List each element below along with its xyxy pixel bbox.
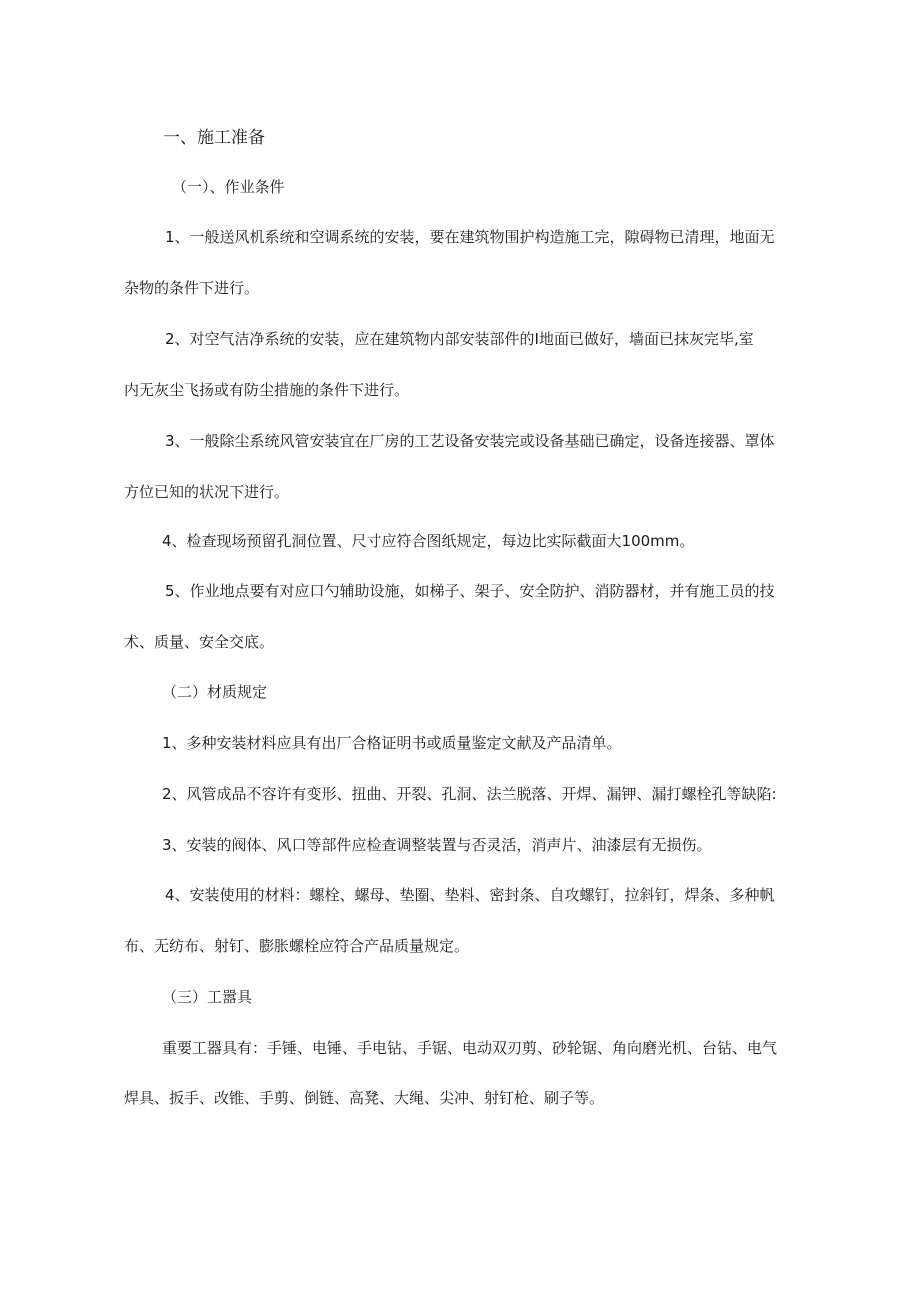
paragraph-line: 3、安装的阀体、风口等部件应检查调整装置与否灵活，消声片、油漆层有无损伤。: [162, 836, 712, 854]
section-title: （一）、作业条件: [172, 178, 285, 196]
paragraph-line: 焊具、扳手、改锥、手剪、倒链、高凳、大绳、尖冲、射钉枪、刷子等。: [124, 1089, 605, 1107]
paragraph-line: 方位已知的状况下进行。: [124, 483, 290, 501]
paragraph-line: 2、对空气洁净系统的安装，应在建筑物内部安装部件的I地面已做好，墙面已抹灰完毕,室: [165, 330, 754, 348]
paragraph-line: 杂物的条件下进行。: [124, 279, 260, 297]
paragraph-line: 5、作业地点要有对应口勺辅助设施，如梯子、架子、安全防护、消防器材，并有施工员的技: [165, 582, 775, 600]
paragraph-line: 3、一般除尘系统风管安装宜在厂房的工艺设备安装完或设备基础已确定，设备连接器、罩体: [165, 432, 775, 450]
paragraph-line: 布、无纺布、射钉、膨胀螺栓应符合产品质量规定。: [124, 937, 470, 955]
paragraph-line: 内无灰尘飞扬或有防尘措施的条件下进行。: [124, 381, 410, 399]
paragraph-line: 重要工器具有：手锤、电锤、手电钻、手锯、电动双刃剪、砂轮锯、角向磨光机、台钻、电气: [162, 1039, 778, 1057]
paragraph-line: 2、风管成品不容许有变形、扭曲、开裂、孔洞、法兰脱落、开焊、漏钾、漏打螺栓孔等缺陷:: [162, 785, 777, 803]
paragraph-line: 4、检查现场预留孔洞位置、尺寸应符合图纸规定，每边比实际截面大100mm。: [162, 532, 695, 550]
section-title: （三）工嚣具: [162, 988, 253, 1006]
paragraph-line: 1、多种安装材料应具有出厂合格证明书或质量鉴定文献及产品清单。: [162, 734, 622, 752]
paragraph-line: 术、质量、安全交底。: [124, 633, 275, 651]
paragraph-line: 4、安装使用的材料：螺栓、螺母、垫圈、垫料、密封条、自攻螺钉，拉斜钉，焊条、多种帆: [165, 886, 775, 904]
paragraph-line: 1、一般送风机系统和空调系统的安装，要在建筑物围护构造施工完，隙碍物已清理，地面无: [165, 228, 775, 246]
section-title: （二）材质规定: [162, 683, 268, 701]
document-heading: 一、施工准备: [163, 128, 265, 148]
